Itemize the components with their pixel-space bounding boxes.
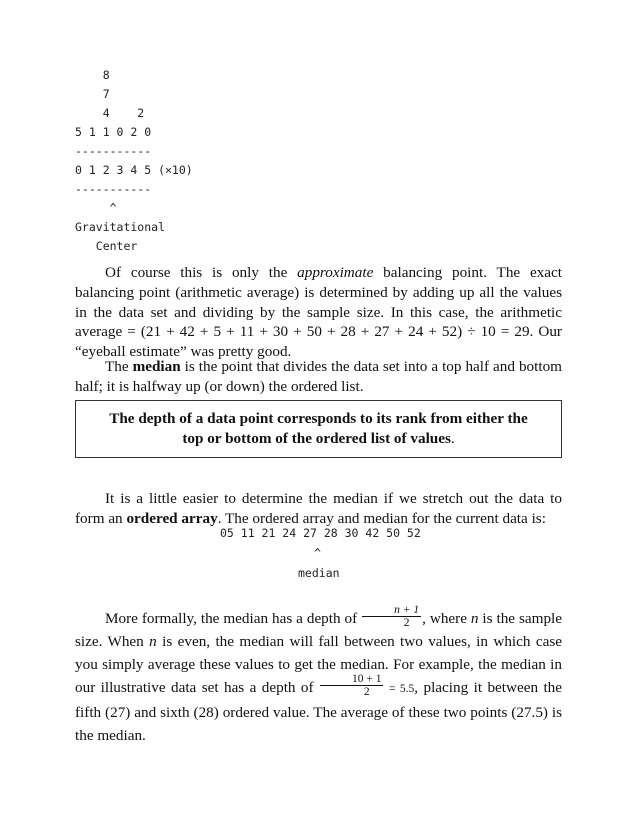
median-caret: ^ [314,546,321,560]
stem-row: 0 1 2 3 4 5 (×10) [75,163,193,177]
term-ordered-array: ordered array [126,509,218,527]
fraction-10-plus-1-over-2: $\frac{10 + 1}{2}$ [320,673,384,698]
term-median: median [132,358,181,376]
callout-line-1: The depth of a data point corresponds to its rank from either the [109,410,528,427]
fraction-result: = 5.5 [384,683,415,696]
stem-row: ----------- [75,182,152,196]
emphasis: approximate [297,264,374,282]
fraction-n-plus-1-over-2: $\frac{n + 1}{2}$ [362,604,421,629]
stem-row: ----------- [75,144,152,158]
stem-row: 7 [75,87,110,101]
definition-callout [75,400,562,458]
callout-line-2: top or bottom of the ordered list of values. [182,430,455,447]
ordered-array: 05 11 21 24 27 28 30 42 50 52 [220,526,421,540]
stem-row: ^ [75,201,117,215]
stem-row: 8 [75,68,110,82]
paragraph-approximate: Of course this is only the approximate balancing point. The exact balancing point (arithmetic average) is determined by adding up all the values in the data set and dividing by the sample size. In this case, the arithmetic average = (21 + 42 + 5 + 11 + 30 + 50 + 28 + 27 + 24 + 52) ÷ 10 = 29. Our “eyeball estimate” was pretty good. [75,264,562,360]
paragraph-ordered-array: It is a little easier to determine the median if we stretch out the data to form an ordered array. The ordered array and median for the current data is: [75,490,562,527]
stem-row: Center [75,239,138,253]
stem-row: 5 1 1 0 2 0 [75,125,152,139]
stem-plot [75,66,193,256]
stem-row: Gravitational [75,220,166,234]
paragraph-median: The median is the point that divides the data set into a top half and bottom half; it is halfway up (or down) the ordered list. [75,358,562,395]
stem-row: 4 2 [75,106,145,120]
paragraph-median-depth: More formally, the median has a depth of $\frac{n + 1}{2}$ , where n is the sample size. When n is even, the median will fall between two values, in which case you simply average these values to get the median. For example, the median in our illustrative data set has a depth of $\frac{10 + 1}{2}$ = 5.5, placing it between the fifth (27) and sixth (28) ordered value. The average of these two points (27.5) is the median. [75,604,563,745]
median-label: median [298,566,340,580]
